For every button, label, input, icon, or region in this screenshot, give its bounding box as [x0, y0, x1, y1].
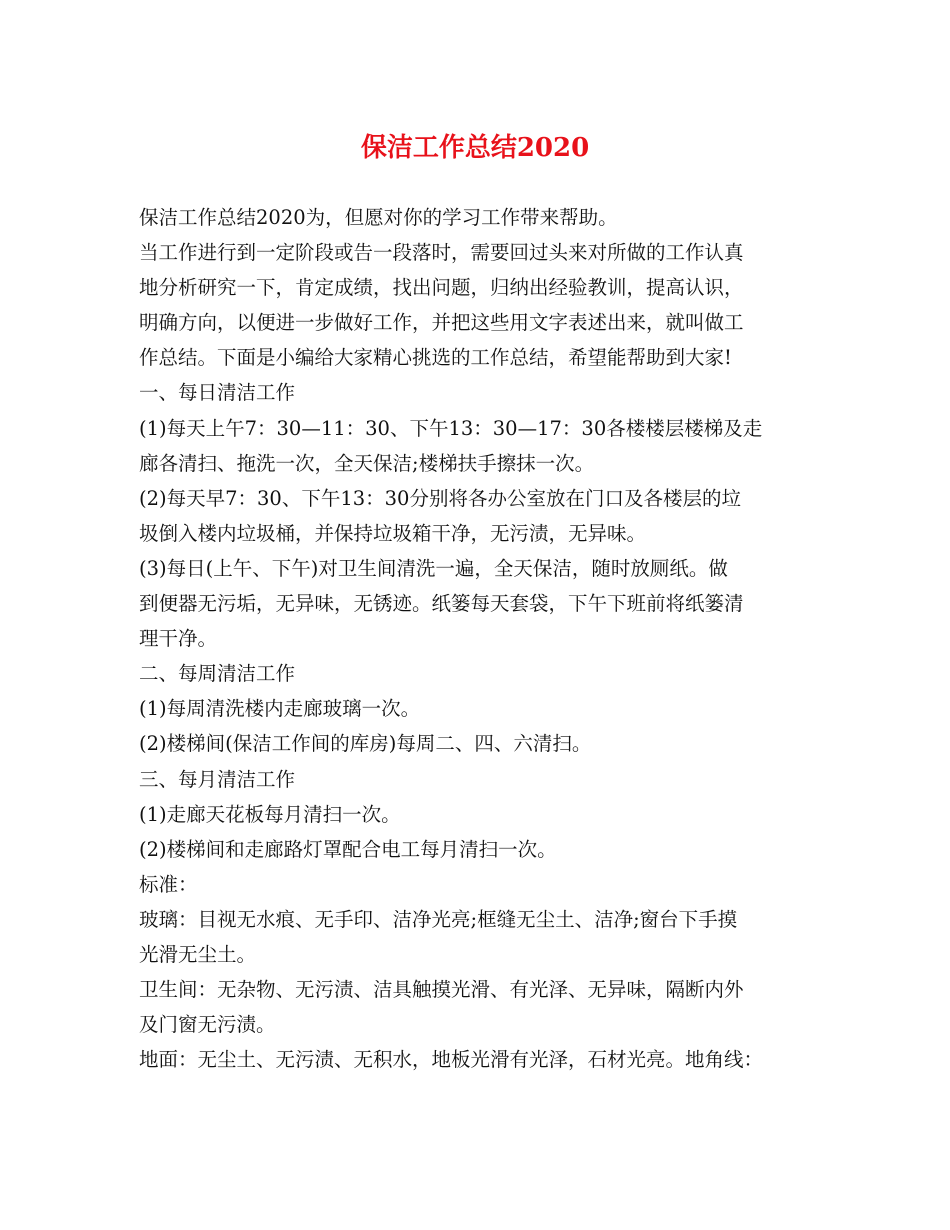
paragraph-line: 明确方向，以便进一步做好工作，并把这些用文字表述出来，就叫做工 [139, 311, 744, 335]
paragraph-line: (2)每天早7：30、下午13：30分别将各办公室放在门口及各楼层的垃 [139, 486, 741, 510]
paragraph-line: (1)每天上午7：30—11：30、下午13：30—17：30各楼楼层楼梯及走 [139, 416, 763, 440]
paragraph-line: 到便器无污垢，无异味，无锈迹。纸篓每天套袋，下午下班前将纸篓清 [139, 592, 744, 616]
paragraph-line: (3)每日(上午、下午)对卫生间清洗一遍，全天保洁，随时放厕纸。做 [139, 556, 728, 580]
paragraph-line: (1)走廊天花板每月清扫一次。 [139, 802, 401, 826]
paragraph-line: 作总结。下面是小编给大家精心挑选的工作总结，希望能帮助到大家! [139, 346, 732, 370]
paragraph-line: 及门窗无污渍。 [139, 1013, 276, 1037]
paragraph-line: 地面：无尘土、无污渍、无积水，地板光滑有光泽，石材光亮。地角线： [139, 1048, 764, 1072]
paragraph-line: 圾倒入楼内垃圾桶，并保持垃圾箱干净，无污渍，无异味。 [139, 521, 647, 545]
paragraph-line: 玻璃：目视无水痕、无手印、洁净光亮;框缝无尘土、洁净;窗台下手摸 [139, 907, 738, 931]
paragraph-line: 标准： [139, 872, 198, 896]
paragraph-line: 保洁工作总结2020为，但愿对你的学习工作带来帮助。 [139, 206, 618, 229]
paragraph-line: 一、每日清洁工作 [139, 381, 296, 405]
paragraph-line: 卫生间：无杂物、无污渍、洁具触摸光滑、有光泽、无异味，隔断内外 [139, 978, 744, 1002]
paragraph-line: 二、每周清洁工作 [139, 662, 296, 686]
paragraph-line: (2)楼梯间和走廊路灯罩配合电工每月清扫一次。 [139, 837, 557, 861]
paragraph-line: 理干净。 [139, 627, 218, 651]
paragraph-line: 当工作进行到一定阶段或告一段落时，需要回过头来对所做的工作认真 [139, 241, 744, 265]
paragraph-line: 光滑无尘土。 [139, 942, 257, 966]
paragraph-line: (1)每周清洗楼内走廊玻璃一次。 [139, 697, 421, 721]
document-body [139, 200, 824, 1077]
paragraph-line: (2)楼梯间(保洁工作间的库房)每周二、四、六清扫。 [139, 732, 592, 756]
paragraph-line: 廊各清扫、拖洗一次，全天保洁;楼梯扶手擦抹一次。 [139, 451, 595, 475]
paragraph-line: 三、每月清洁工作 [139, 767, 296, 791]
page-title: 保洁工作总结2020 [360, 133, 590, 163]
paragraph-line: 地分析研究一下，肯定成绩，找出问题，归纳出经验教训，提高认识， [139, 276, 744, 300]
